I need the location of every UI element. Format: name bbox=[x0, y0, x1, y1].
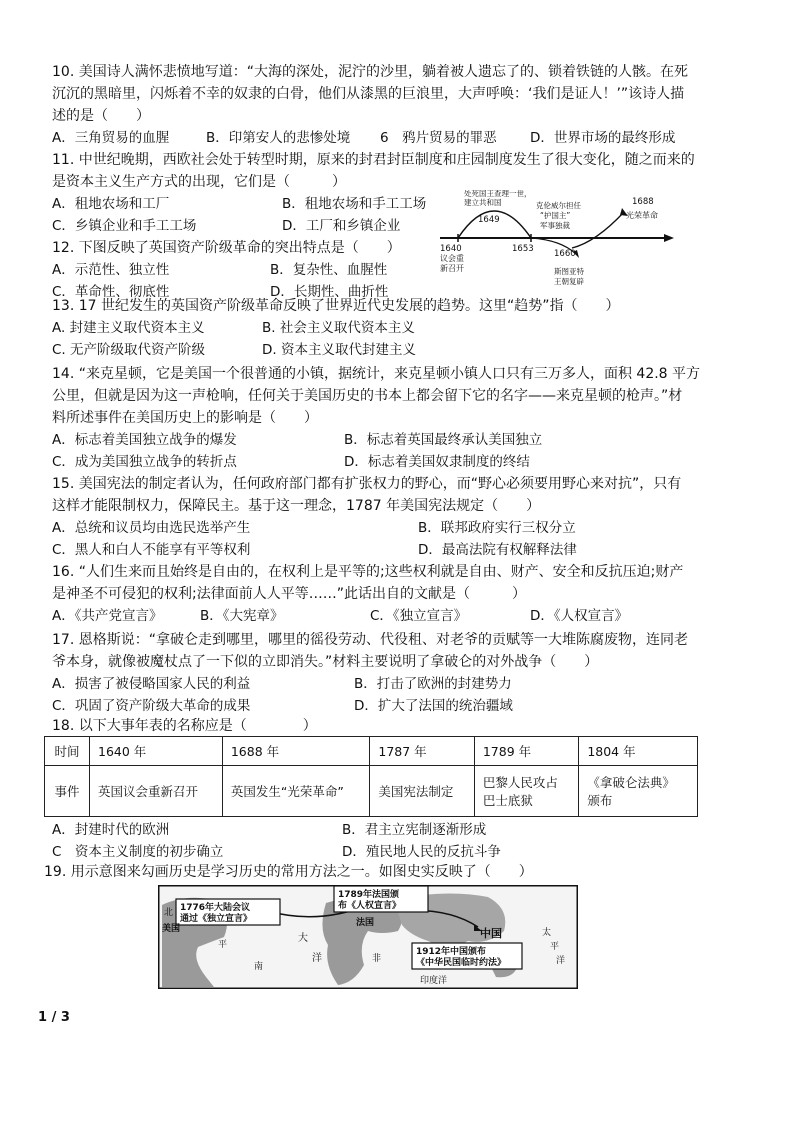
timeline-note-parliament-2: 新召开 bbox=[440, 264, 464, 273]
q11-option-d: D．工厂和乡镇企业 bbox=[282, 218, 401, 234]
q18-table-event-row bbox=[45, 766, 698, 817]
q18-table-event-text: 巴士底狱 bbox=[482, 793, 533, 808]
q18-option-d: D．殖民地人民的反抗斗争 bbox=[342, 844, 501, 860]
q18-events-table bbox=[44, 736, 698, 817]
q13-option-d: D. 资本主义取代封建主义 bbox=[262, 342, 416, 358]
q10-option-b: B．印第安人的悲惨处境 bbox=[206, 130, 351, 146]
map-label-yang: 洋 bbox=[312, 953, 322, 964]
q12-option-a: A．示范性、独立性 bbox=[52, 262, 170, 278]
world-map bbox=[158, 885, 578, 989]
q13-option-b: B. 社会主义取代资本主义 bbox=[262, 320, 415, 336]
timeline-note-stuart-1: 斯图亚特 bbox=[554, 267, 584, 276]
q12-option-d: D．长期性、曲折性 bbox=[270, 284, 389, 300]
q18-option-c: C 资本主义制度的初步确立 bbox=[52, 844, 224, 860]
q18-table-event bbox=[90, 766, 223, 817]
timeline-note-cromwell-1: 克伦威尔担任 bbox=[536, 201, 581, 210]
q11-option-a: A．租地农场和工厂 bbox=[52, 196, 170, 212]
q11-option-c: C．乡镇企业和手工工场 bbox=[52, 218, 197, 234]
q18-table-event bbox=[370, 766, 474, 817]
q14-option-d: D．标志着美国奴隶制度的终结 bbox=[344, 454, 530, 470]
map-box-1912-line1: 1912年中国颁布 bbox=[416, 947, 487, 957]
q14-option-b: B．标志着英国最终承认美国独立 bbox=[344, 432, 543, 448]
q18-table-event-text: 英国议会重新召开 bbox=[98, 784, 199, 799]
q12-option-b: B．复杂性、血腥性 bbox=[270, 262, 388, 278]
q14-option-c: C．成为美国独立战争的转折点 bbox=[52, 454, 237, 470]
map-label-ping2: 平 bbox=[550, 942, 560, 952]
timeline-year-1653: 1653 bbox=[512, 244, 534, 254]
q12-option-c: C．革命性、彻底性 bbox=[52, 284, 170, 300]
timeline-note-execution-2: 建立共和国 bbox=[464, 198, 502, 207]
map-label-indian-ocean: 印度洋 bbox=[420, 976, 448, 986]
q10-option-d: D．世界市场的最终形成 bbox=[530, 130, 676, 146]
timeline-note-cromwell-2: “护国主” bbox=[540, 211, 571, 220]
q18-stem: 18. 以下大事年表的名称应是（ ） bbox=[52, 718, 317, 734]
q17-option-a: A．损害了被侵略国家人民的利益 bbox=[52, 676, 251, 692]
q17-stem-line1: 17. 恩格斯说：“拿破仑走到哪里，哪里的徭役劳动、代役租、对老爷的贡赋等一大堆陈腐废物，连同老 bbox=[52, 632, 688, 648]
q19-stem: 19. 用示意图来勾画历史是学习历史的常用方法之一。如图史实反映了（ ） bbox=[44, 864, 533, 880]
q10-option-c: 6 鸦片贸易的罪恶 bbox=[380, 130, 497, 146]
map-box-1912-line2: 《中华民国临时约法》 bbox=[416, 958, 507, 968]
timeline-year-1660: 1660 bbox=[554, 249, 576, 259]
q15-option-b: B．联邦政府实行三权分立 bbox=[418, 520, 576, 536]
timeline-note-glorious: 光荣革命 bbox=[626, 211, 658, 220]
map-label-bei: 北 bbox=[164, 908, 174, 918]
q13-option-a: A. 封建主义取代资本主义 bbox=[52, 320, 205, 336]
q18-table-event-label: 事件 bbox=[45, 766, 90, 817]
q10-stem-line1: 10. 美国诗人满怀悲愤地写道：“大海的深处，泥泞的沙里，躺着被人遗忘了的、锁着铁链的人骸。在死 bbox=[52, 64, 688, 80]
q17-option-c: C．巩固了资产阶级大革命的成果 bbox=[52, 698, 251, 714]
q16-option-b: B．《大宪章》 bbox=[200, 608, 284, 624]
q16-stem-line1: 16. “人们生来而且始终是自由的，在权利上是平等的;这些权利就是自由、财产、安全和反抗压迫;财产 bbox=[52, 564, 684, 580]
q15-stem-line1: 15. 美国宪法的制定者认为，任何政府部门都有扩张权力的野心，而“野心必须要用野心来对抗”，只有 bbox=[52, 476, 682, 492]
q18-table-event bbox=[222, 766, 370, 817]
q18-table-event-text: 美国宪法制定 bbox=[378, 784, 454, 799]
map-box-1789-line2: 布《人权宣言》 bbox=[338, 901, 402, 911]
q15-stem-line2: 这样才能限制权力，保障民主。基于这一理念，1787 年美国宪法规定（ ） bbox=[52, 498, 541, 514]
q18-table-event-text: 英国发生“光荣革命” bbox=[230, 784, 344, 799]
q18-table-event-text: 颁布 bbox=[587, 793, 613, 808]
timeline-year-1640: 1640 bbox=[440, 244, 462, 254]
q14-option-a: A．标志着美国独立战争的爆发 bbox=[52, 432, 237, 448]
map-label-china: 中国 bbox=[480, 927, 502, 940]
map-label-usa: 美国 bbox=[162, 924, 181, 934]
q18-option-a: A．封建时代的欧洲 bbox=[52, 822, 170, 838]
map-box-1776-line1: 1776年大陆会议 bbox=[180, 903, 251, 913]
q10-option-a: A．三角贸易的血腥 bbox=[52, 130, 170, 146]
q15-option-c: C．黑人和白人不能享有平等权利 bbox=[52, 542, 251, 558]
map-box-1789-line1: 1789年法国颁 bbox=[338, 890, 400, 900]
q14-stem-line2: 公里，但就是因为这一声枪响，任何关于美国历史的书本上都会留下它的名字——来克星顿的枪声。”材 bbox=[52, 388, 683, 404]
q10-stem-line2: 沉沉的黑暗里，闪烁着不幸的奴隶的白骨，他们从漆黑的巨浪里，大声呼唤：‘我们是证人！’”该诗人描 bbox=[52, 86, 685, 102]
q10-stem-line3: 述的是（ ） bbox=[52, 108, 150, 124]
q17-stem-line2: 爷本身，就像被魔杖点了一下似的立即消失。”材料主要说明了拿破仑的对外战争（ ） bbox=[52, 654, 599, 670]
q15-option-d: D．最高法院有权解释法律 bbox=[418, 542, 577, 558]
map-label-ping: 平 bbox=[218, 940, 228, 950]
q16-option-c: C．《独立宣言》 bbox=[370, 608, 468, 624]
timeline-note-cromwell-3: 军事独裁 bbox=[540, 221, 570, 230]
q18-table-event-text: 巴黎人民攻占 bbox=[482, 775, 558, 790]
q17-option-d: D．扩大了法国的统治疆域 bbox=[354, 698, 513, 714]
map-label-fei: 非 bbox=[372, 954, 382, 964]
q14-stem-line1: 14. “来克星顿，它是美国一个很普通的小镇，据统计，来克星顿小镇人口只有三万多人，面积 42.8 平方 bbox=[52, 366, 701, 382]
q11-stem-line1: 11. 中世纪晚期，西欧社会处于转型时期，原来的封君封臣制度和庄园制度发生了很大变化，随之而来的 bbox=[52, 152, 695, 168]
q16-option-d: D．《人权宣言》 bbox=[530, 608, 629, 624]
q18-table-event bbox=[579, 766, 698, 817]
timeline-note-parliament-1: 议会重 bbox=[440, 254, 464, 263]
timeline-year-1688: 1688 bbox=[632, 197, 654, 207]
q16-option-a: A．《共产党宣言》 bbox=[52, 608, 163, 624]
map-label-tai: 太 bbox=[542, 928, 552, 938]
map-label-france: 法国 bbox=[356, 918, 375, 928]
page-number: 1 / 3 bbox=[38, 1010, 70, 1025]
q18-table-year: 1787 年 bbox=[370, 737, 474, 766]
q14-stem-line3: 料所述事件在美国历史上的影响是（ ） bbox=[52, 410, 318, 426]
q11-stem-line2: 是资本主义生产方式的出现，它们是（ ） bbox=[52, 174, 346, 190]
timeline-note-execution-1: 处死国王查理一世， bbox=[464, 190, 532, 198]
q17-option-b: B．打击了欧洲的封建势力 bbox=[354, 676, 512, 692]
map-label-da: 大 bbox=[298, 933, 308, 944]
map-box-1776-line2: 通过《独立宣言》 bbox=[180, 914, 253, 924]
q18-table-time-label: 时间 bbox=[45, 737, 90, 766]
timeline-note-stuart-2: 王朝复辟 bbox=[554, 277, 584, 286]
q18-table-year: 1640 年 bbox=[90, 737, 223, 766]
map-label-nan: 南 bbox=[254, 962, 264, 972]
q11-option-b: B．租地农场和手工工场 bbox=[282, 196, 427, 212]
q18-table-year: 1804 年 bbox=[579, 737, 698, 766]
q18-table-year: 1688 年 bbox=[222, 737, 370, 766]
timeline-arc-2 bbox=[572, 212, 624, 248]
q12-stem: 12. 下图反映了英国资产阶级革命的突出特点是（ ） bbox=[52, 240, 401, 256]
q16-stem-line2: 是神圣不可侵犯的权利;法律面前人人平等……”此话出自的文献是（ ） bbox=[52, 586, 526, 602]
q18-table-year: 1789 年 bbox=[474, 737, 578, 766]
q13-option-c: C. 无产阶级取代资产阶级 bbox=[52, 342, 206, 358]
timeline-axis-arrow bbox=[664, 234, 674, 242]
q13-stem: 13. 17 世纪发生的英国资产阶级革命反映了世界近代史发展的趋势。这里“趋势”指（ ） bbox=[52, 298, 620, 314]
q18-table-event bbox=[474, 766, 578, 817]
map-label-yang2: 洋 bbox=[556, 956, 566, 966]
english-revolution-timeline bbox=[436, 190, 676, 290]
q18-table-time-row bbox=[45, 737, 698, 766]
q15-option-a: A．总统和议员均由选民选举产生 bbox=[52, 520, 251, 536]
q18-table-event-text: 《拿破仑法典》 bbox=[587, 775, 675, 790]
q18-option-b: B．君主立宪制逐渐形成 bbox=[342, 822, 487, 838]
timeline-year-1649: 1649 bbox=[478, 215, 500, 225]
